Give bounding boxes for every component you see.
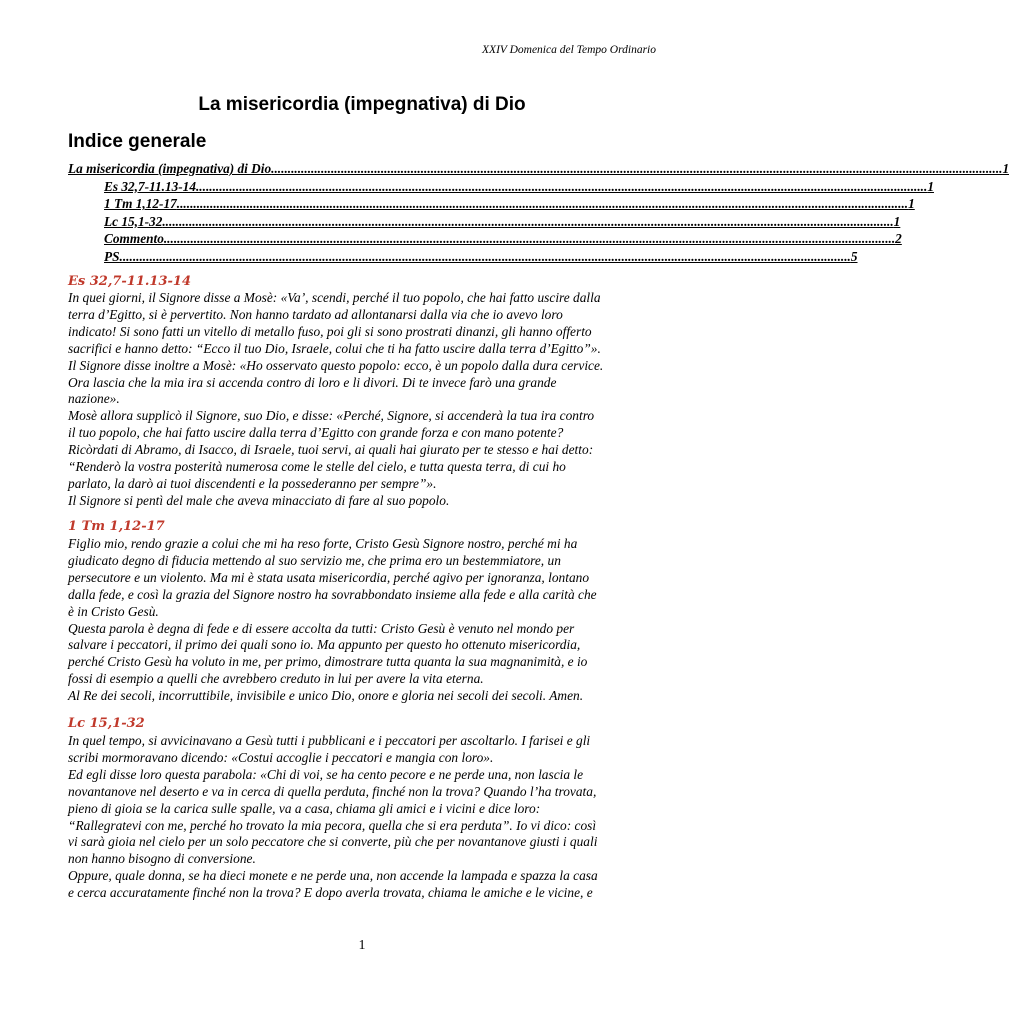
reading-line: Ed egli disse loro questa parabola: «Chi di voi, se ha cento pecore e ne perde una, non lascia le [68, 766, 584, 782]
reading-line: Al Re dei secoli, incorruttibile, invisibile e unico Dio, onore e gloria nei secoli dei secoli. Amen. [68, 688, 584, 704]
reading-body-exodus [68, 290, 658, 510]
reading-line: dalla fede, e così la grazia del Signore nostro ha sovrabbondato insieme alla fede e alla carità che [68, 586, 597, 602]
toc-entry-label: Lc 15,1-32 [104, 213, 163, 229]
toc-dot-leader: ............................................................................................................................................................................................................................ [163, 231, 896, 247]
reading-line: sacrifici e hanno detto: “Ecco il tuo Dio, Israele, colui che ti ha fatto uscire dalla terra d’Egitto”». [68, 340, 601, 356]
toc-entry-label: Es 32,7-11.13-14 [104, 178, 196, 194]
toc-entry-label: La misericordia (impegnativa) di Dio [68, 161, 272, 176]
reading-line: Ricòrdati di Abramo, di Isacco, di Israele, tuoi servi, ai quali hai giurato per te stesso e hai detto: [68, 442, 594, 458]
reading-line: “Renderò la vostra posterità numerosa come le stelle del cielo, e tutta questa terra, di cui ho [68, 459, 566, 475]
reading-line: giudicato degno di fiducia mettendo al suo servizio me, che prima ero un bestemmiatore, un [68, 552, 561, 568]
reading-line: In quei giorni, il Signore disse a Mosè: «Va’, scendi, perché il tuo popolo, che hai fatto uscire dalla [68, 290, 601, 305]
reading-line: Il Signore si pentì del male che aveva minacciato di fare al suo popolo. [68, 492, 450, 508]
reading-line: e cerca accuratamente finché non la trova? E dopo averla trovata, chiama le amiche e le vicine, e [68, 885, 593, 901]
reading-line: terra d’Egitto, si è pervertito. Non hanno tardato ad allontanarsi dalla via che io avevo loro [68, 306, 563, 322]
reading-title-exodus: Es 32,7-11.13-14 [68, 274, 192, 289]
toc-entry[interactable] [68, 248, 858, 267]
reading-line: il tuo popolo, che hai fatto uscire dalla terra d’Egitto con grande forza e con mano potente? [68, 425, 564, 441]
reading-line: Questa parola è degna di fede e di essere accolta da tutti: Cristo Gesù è venuto nel mondo per [68, 620, 575, 636]
toc-entry-page: 1 [908, 196, 915, 212]
reading-line: persecutore e un violento. Ma mi è stata usata misericordia, perché agivo per ignoranza, lontano [68, 569, 590, 585]
toc-entry-label: 1 Tm 1,12-17 [104, 196, 177, 212]
reading-line: In quel tempo, si avvicinavano a Gesù tutti i pubblicani e i peccatori per ascoltarlo. I farisei e gli [68, 733, 591, 748]
reading-body-timothy [68, 536, 658, 705]
toc-entry-page: 1 [1002, 161, 1009, 176]
reading-line: non hanno bisogno di conversione. [68, 851, 256, 867]
reading-body-luke [68, 733, 658, 902]
reading-line: Il Signore disse inoltre a Mosè: «Ho osservato questo popolo: ecco, è un popolo dalla dura cervice. [68, 357, 604, 373]
reading-line: Mosè allora supplicò il Signore, suo Dio, e disse: «Perché, Signore, si accenderà la tua ira contro [68, 408, 595, 424]
reading-line: è in Cristo Gesù. [68, 603, 159, 619]
reading-line: Oppure, quale donna, se ha dieci monete e ne perde una, non accende la lampada e spazza la casa [68, 868, 598, 884]
toc-entry[interactable] [68, 196, 915, 214]
page-number: 1 [358, 938, 366, 953]
reading-line: Figlio mio, rendo grazie a colui che mi ha reso forte, Cristo Gesù Signore nostro, perché mi ha [68, 536, 578, 551]
reading-line: salvare i peccatori, il primo dei quali sono io. Ma appunto per questo ho ottenuto misericordia, [68, 637, 581, 653]
toc-entry-page: 1 [893, 213, 901, 229]
reading-line: parlato, la darò ai tuoi discendenti e la possederanno per sempre”». [68, 475, 437, 491]
document-title: La misericordia (impegnativa) di Dio [198, 94, 526, 115]
toc-entry-page: 5 [850, 248, 858, 264]
toc-entry[interactable] [68, 161, 1009, 179]
toc-entry[interactable] [68, 231, 902, 249]
toc-entry-label: Commento [104, 231, 164, 247]
running-header: XXIV Domenica del Tempo Ordinario [482, 44, 656, 56]
reading-line: indicato! Si sono fatti un vitello di metallo fuso, poi gli si sono prostrati dinanzi, gli hanno offerto [68, 323, 592, 339]
reading-line: pieno di gioia se la carica sulle spalle, va a casa, chiama gli amici e i vicini e dice loro: [68, 800, 541, 816]
toc-entry[interactable] [68, 213, 901, 232]
toc-entry-page: 2 [895, 231, 902, 247]
reading-title-timothy: 1 Tm 1,12-17 [68, 519, 165, 534]
reading-line: nazione». [68, 391, 120, 407]
reading-line: Ora lascia che la mia ira si accenda contro di loro e li divori. Di te invece farò una grande [68, 374, 557, 390]
reading-line: vi sarà gioia nel cielo per un solo peccatore che si converte, più che per novantanove giusti i quali [68, 834, 598, 850]
reading-line: novantanove nel deserto e va in cerca di quella perduta, finché non la trova? Quando l’ha trovata, [68, 783, 597, 799]
toc-dot-leader: ............................................................................................................................................................................................................................ [176, 196, 909, 212]
toc-entry-label: PS [104, 248, 120, 264]
reading-line: fossi di esempio a quelli che avrebbero creduto in lui per avere la vita eterna. [68, 671, 484, 687]
toc-dot-leader: ............................................................................................................................................................................................................................ [162, 213, 894, 229]
toc-dot-leader: ............................................................................................................................................................................................................................ [271, 161, 1003, 176]
toc-heading: Indice generale [68, 131, 207, 152]
table-of-contents [68, 161, 1009, 267]
reading-line: perché Cristo Gesù ha voluto in me, per primo, dimostrare tutta quanta la sua magnanimità, e io [68, 654, 588, 670]
reading-line: scribi mormoravano dicendo: «Costui accoglie i peccatori e mangia con loro». [68, 749, 494, 765]
toc-entry-page: 1 [927, 178, 934, 194]
toc-dot-leader: ............................................................................................................................................................................................................................ [195, 178, 928, 194]
reading-title-luke: Lc 15,1-32 [68, 716, 145, 731]
toc-entry[interactable] [68, 178, 934, 197]
toc-dot-leader: ............................................................................................................................................................................................................................ [119, 248, 851, 264]
reading-line: “Rallegratevi con me, perché ho trovato la mia pecora, quella che si era perduta”. Io vi dico: così [68, 817, 597, 833]
